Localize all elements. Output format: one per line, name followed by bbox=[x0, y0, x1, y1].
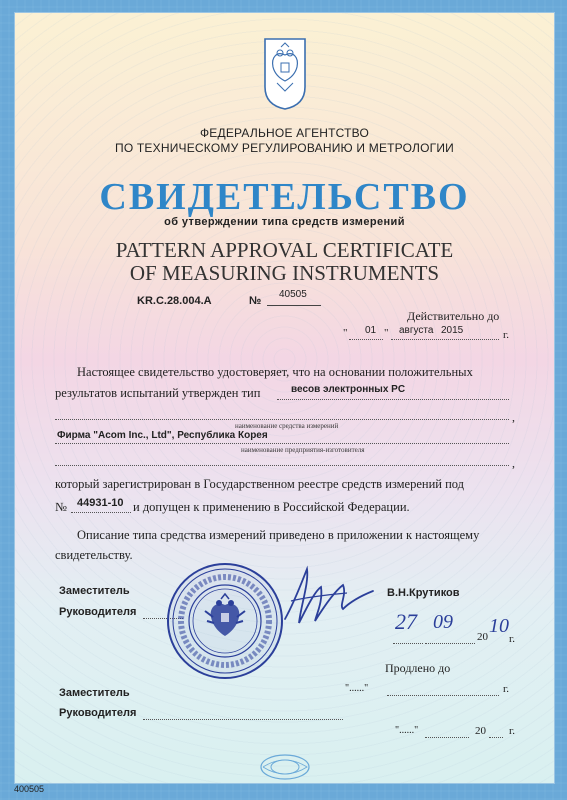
deputy-title-1-line-1: Заместитель bbox=[59, 585, 130, 597]
extended-label: Продлено до bbox=[385, 661, 451, 675]
manufacturer-line-2 bbox=[55, 465, 509, 466]
sign-month-line bbox=[425, 643, 475, 644]
registry-number-label: № bbox=[55, 500, 67, 514]
deputy-title-2-line-2: Руководителя bbox=[59, 707, 137, 719]
deputy-title-2-line-1: Заместитель bbox=[59, 687, 130, 699]
instrument-caption: наименование средства измерений bbox=[235, 422, 339, 430]
certificate-number-line bbox=[267, 305, 321, 306]
instrument-line bbox=[277, 399, 509, 400]
certificate-number: 40505 bbox=[279, 289, 307, 300]
manufacturer-line bbox=[55, 443, 509, 444]
validity-quote-open: " bbox=[343, 327, 348, 339]
validity-date-line bbox=[391, 339, 499, 340]
certificate-number-label: № bbox=[249, 295, 262, 307]
official-seal-icon bbox=[165, 561, 285, 681]
instrument-line-2 bbox=[55, 419, 509, 420]
certificate-title: СВИДЕТЕЛЬСТВО bbox=[99, 176, 470, 218]
sign-day-line bbox=[393, 643, 423, 644]
instrument-comma: , bbox=[512, 410, 515, 424]
sign-day: 27 bbox=[395, 609, 417, 634]
signature-line-2 bbox=[143, 719, 343, 720]
sign-year-suffix: 10 bbox=[489, 615, 509, 637]
body-paragraph-line-2: результатов испытаний утвержден тип bbox=[55, 386, 261, 400]
validity-day-line bbox=[349, 339, 383, 340]
registry-number: 44931-10 bbox=[77, 497, 124, 509]
extended-2-year: 20 bbox=[475, 725, 486, 737]
agency-line-1: ФЕДЕРАЛЬНОЕ АГЕНТСТВО bbox=[199, 126, 370, 140]
agency-line-2: ПО ТЕХНИЧЕСКОМУ РЕГУЛИРОВАНИЮ И МЕТРОЛОГИИ bbox=[115, 141, 454, 155]
serial-number: 400505 bbox=[14, 784, 45, 794]
instrument-name: весов электронных PC bbox=[291, 384, 406, 395]
extended-blank: "......" bbox=[345, 683, 369, 694]
validity-month: августа bbox=[399, 325, 434, 336]
deputy-title-1-line-2: Руководителя bbox=[59, 606, 137, 618]
validity-year: 2015 bbox=[441, 325, 464, 336]
sign-g: г. bbox=[509, 633, 516, 645]
validity-day: 01 bbox=[365, 325, 377, 336]
validity-suffix: г. bbox=[503, 329, 510, 341]
description-line-1: Описание типа средства измерений приведено в приложении к настоящему bbox=[77, 528, 480, 542]
english-title-1: PATTERN APPROVAL CERTIFICATE bbox=[115, 238, 454, 262]
sign-year-prefix: 20 bbox=[477, 631, 488, 643]
validity-label: Действительно до bbox=[407, 309, 500, 323]
certificate-subtitle: об утверждении типа средств измерений bbox=[164, 216, 405, 228]
manufacturer-name: Фирма "Acom Inc., Ltd", Республика Корея bbox=[57, 430, 268, 441]
handwritten-signature-icon bbox=[277, 561, 387, 631]
signer-name: В.Н.Крутиков bbox=[387, 587, 460, 599]
body-paragraph-line-1: Настоящее свидетельство удостоверяет, что на основании положительных bbox=[77, 365, 473, 379]
extended-2-line bbox=[425, 737, 469, 738]
registry-tail: и допущен к применению в Российской Федерации. bbox=[133, 500, 410, 514]
bottom-ornament-icon bbox=[259, 753, 311, 781]
extended-2-g: г. bbox=[509, 725, 516, 737]
english-title-2: OF MEASURING INSTRUMENTS bbox=[129, 261, 440, 285]
registry-number-line bbox=[71, 512, 131, 513]
certificate-inner bbox=[14, 12, 555, 784]
certificate-code: KR.C.28.004.A bbox=[137, 295, 212, 307]
extended-date-line bbox=[387, 695, 499, 696]
manufacturer-caption: наименование предприятия-изготовителя bbox=[241, 446, 365, 454]
extended-2-blank: "......" bbox=[395, 725, 419, 736]
validity-quote-close: " bbox=[384, 327, 389, 339]
extended-2-year-line bbox=[489, 737, 503, 738]
registered-line: который зарегистрирован в Государственном реестре средств измерений под bbox=[55, 477, 465, 491]
emblem-icon bbox=[263, 37, 307, 111]
extended-g: г. bbox=[503, 683, 510, 695]
manufacturer-comma: , bbox=[512, 456, 515, 470]
sign-month: 09 bbox=[433, 611, 453, 633]
description-line-2: свидетельству. bbox=[55, 548, 133, 562]
